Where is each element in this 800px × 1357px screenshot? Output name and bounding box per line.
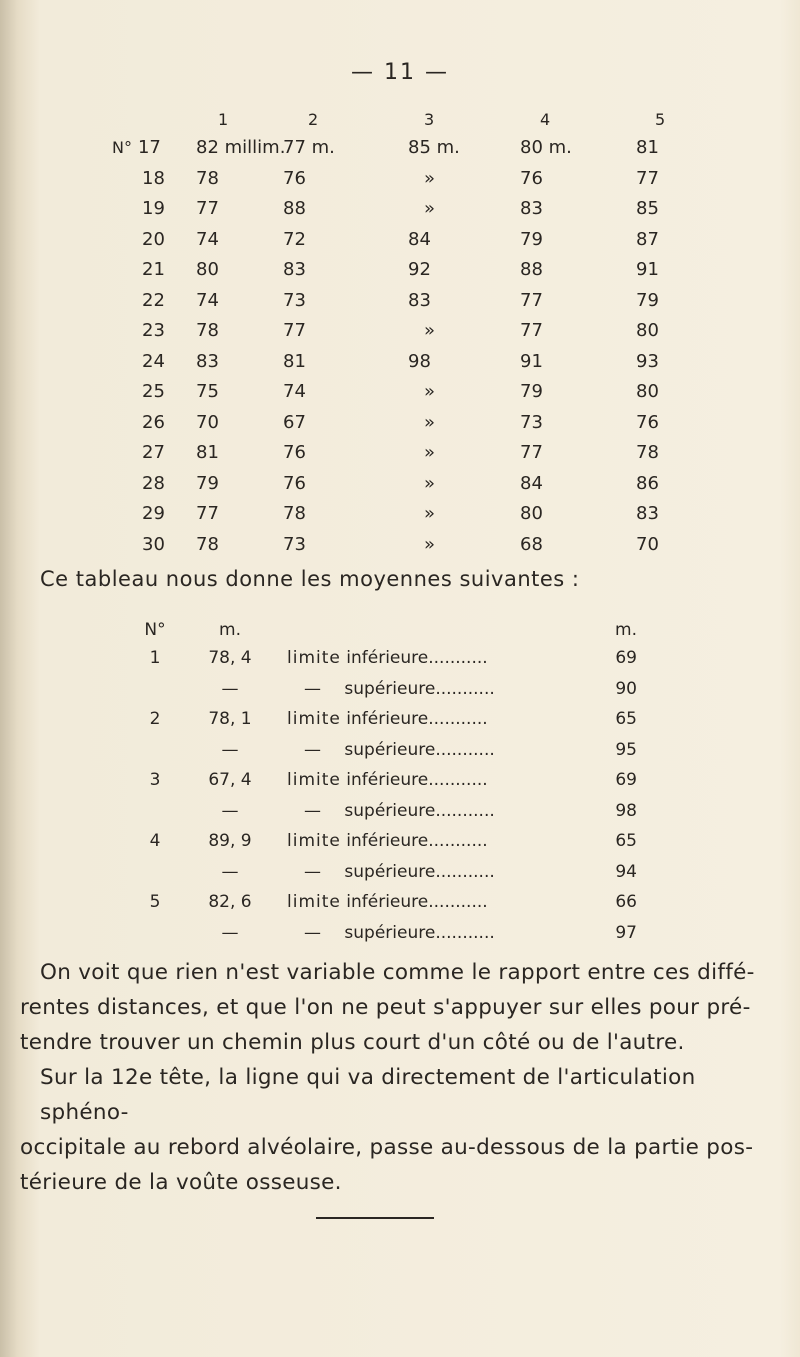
page-number: — 11 —: [351, 60, 449, 85]
table-column-headers: [0, 110, 800, 134]
limit-lead: —: [304, 739, 322, 760]
row-number: [112, 137, 172, 158]
limit-value: 97: [615, 922, 637, 943]
row-number-value: 23: [142, 320, 165, 341]
text-line: térieure de la voûte osseuse.: [20, 1170, 342, 1195]
average-number: 4: [149, 831, 161, 851]
limit-type: supérieure: [344, 678, 436, 699]
table-row: [0, 381, 800, 405]
table-cell-c4: 76: [520, 167, 543, 189]
average-row: [0, 862, 800, 890]
average-value: 78, 4: [208, 648, 252, 668]
table-cell-c4: 84: [520, 472, 543, 494]
table-cell-c5: 77: [636, 167, 659, 189]
table-cell-c4: 88: [520, 259, 543, 280]
table-cell-c2: 73: [283, 289, 306, 311]
table-cell-c4: 77: [520, 442, 543, 463]
table-cell-c4: 77: [520, 320, 543, 341]
table-cell-c5: 78: [636, 442, 659, 463]
limit-type: inférieure: [346, 892, 429, 912]
row-number-value: 20: [142, 228, 165, 250]
row-number: [142, 473, 202, 494]
section-divider: [316, 1217, 434, 1219]
average-number: 2: [149, 709, 161, 729]
limit-lead: limite: [287, 709, 341, 729]
row-number: [142, 259, 202, 280]
table-cell-c3: 83: [408, 289, 431, 311]
table-cell-c5: 93: [636, 350, 659, 372]
limit-lead: —: [304, 861, 322, 882]
average-row: [0, 831, 800, 859]
limit-label: [287, 831, 587, 851]
table-cell-c1: 77: [196, 503, 219, 524]
average-number: 3: [149, 770, 161, 790]
table-row: [0, 137, 800, 161]
limit-value: 98: [615, 800, 637, 821]
limit-label: [287, 770, 587, 790]
row-number: [142, 320, 202, 341]
table-row: [0, 168, 800, 192]
leader-dots: ...........: [428, 770, 488, 790]
leader-dots: ...........: [428, 709, 488, 729]
averages-header-unit-right: m.: [615, 620, 637, 640]
table-cell-c4: 79: [520, 228, 543, 250]
limit-value: 95: [615, 739, 637, 760]
average-row: [0, 679, 800, 707]
row-number-value: 29: [142, 503, 165, 524]
limit-type: supérieure: [344, 800, 436, 821]
averages-header-number: N°: [144, 620, 166, 640]
table-cell-c1: 79: [196, 472, 219, 494]
table-cell-c3: »: [424, 320, 436, 341]
row-number: [142, 442, 202, 463]
averages-header: [0, 620, 800, 648]
table-cell-c3: 98: [408, 350, 431, 372]
leader-dots: ...........: [435, 739, 495, 760]
table-cell-c4: 80: [520, 503, 543, 524]
table-cell-c1: 70: [196, 411, 219, 433]
limit-value: 90: [615, 678, 637, 699]
average-value: 78, 1: [208, 709, 252, 729]
row-number: [142, 168, 202, 189]
table-cell-c4: 73: [520, 411, 543, 433]
table-cell-c1: 74: [196, 228, 219, 250]
leader-dots: ...........: [428, 892, 488, 912]
average-row: [0, 892, 800, 920]
row-number-value: 22: [142, 289, 165, 311]
column-header-3: 3: [424, 110, 435, 129]
limit-label: [287, 862, 587, 882]
row-number: [142, 381, 202, 402]
average-value: —: [221, 800, 239, 821]
limit-type: inférieure: [346, 770, 429, 790]
table-cell-c5: 70: [636, 533, 659, 555]
row-prefix: N°: [112, 138, 132, 157]
leader-dots: ...........: [428, 831, 488, 851]
limit-value: 94: [615, 861, 637, 882]
table-cell-c3: »: [424, 503, 436, 524]
limit-type: supérieure: [344, 922, 436, 943]
table-cell-c5: 76: [636, 411, 659, 433]
text-line: tendre trouver un chemin plus court d'un côté ou de l'autre.: [20, 1030, 685, 1055]
text-line: occipitale au rebord alvéolaire, passe au-dessous de la partie pos-: [20, 1135, 754, 1160]
leader-dots: ...........: [435, 678, 495, 699]
average-value: 89, 9: [208, 831, 252, 851]
table-cell-c3: 92: [408, 259, 431, 280]
table-cell-c4: 77: [520, 289, 543, 311]
limit-label: [287, 709, 587, 729]
limit-value: 65: [615, 831, 637, 851]
table-cell-c1: 78: [196, 320, 219, 341]
table-cell-c1: 78: [196, 167, 219, 189]
limit-type: inférieure: [346, 831, 429, 851]
limit-type: supérieure: [344, 861, 436, 882]
text-line: rentes distances, et que l'on ne peut s'appuyer sur elles pour pré-: [20, 995, 751, 1020]
table-cell-c3: »: [424, 381, 436, 402]
table-cell-c3: 85 m.: [408, 137, 460, 158]
row-number: [142, 351, 202, 372]
table-row: [0, 290, 800, 314]
table-row: [0, 503, 800, 527]
limit-lead: —: [304, 678, 322, 699]
limit-type: inférieure: [346, 709, 429, 729]
table-cell-c3: »: [424, 442, 436, 463]
table-cell-c4: 80 m.: [520, 137, 572, 158]
row-number-value: 21: [142, 259, 165, 280]
limit-type: supérieure: [344, 739, 436, 760]
table-row: [0, 412, 800, 436]
table-cell-c4: 83: [520, 198, 543, 219]
table-cell-c2: 72: [283, 228, 306, 250]
limit-lead: —: [304, 922, 322, 943]
row-number: [142, 198, 202, 219]
table-row: [0, 442, 800, 466]
limit-type: inférieure: [346, 648, 429, 668]
limit-value: 65: [615, 709, 637, 729]
table-cell-c3: 84: [408, 228, 431, 250]
table-cell-c5: 81: [636, 137, 659, 158]
table-cell-c2: 88: [283, 198, 306, 219]
limit-label: [287, 648, 587, 668]
average-value: —: [221, 861, 239, 882]
average-value: 82, 6: [208, 892, 252, 912]
limit-label: [287, 923, 587, 943]
column-header-4: 4: [540, 110, 551, 129]
row-number-value: 27: [142, 442, 165, 463]
table-row: [0, 259, 800, 283]
table-cell-c2: 76: [283, 442, 306, 463]
table-row: [0, 320, 800, 344]
table-cell-c2: 78: [283, 503, 306, 524]
limit-lead: limite: [287, 831, 341, 851]
table-cell-c2: 77 m.: [283, 137, 335, 158]
table-cell-c2: 77: [283, 320, 306, 341]
table-cell-c5: 87: [636, 228, 659, 250]
limit-value: 69: [615, 770, 637, 790]
limit-value: 69: [615, 648, 637, 668]
table-row: [0, 198, 800, 222]
row-number: [142, 412, 202, 433]
table-cell-c2: 76: [283, 472, 306, 494]
leader-dots: ...........: [428, 648, 488, 668]
table-cell-c2: 67: [283, 411, 306, 433]
row-number-value: 24: [142, 350, 165, 372]
average-number: 5: [149, 892, 161, 912]
row-number-value: 17: [137, 137, 161, 158]
average-row: [0, 801, 800, 829]
table-cell-c2: 81: [283, 350, 306, 372]
table-row: [0, 229, 800, 253]
average-row: [0, 740, 800, 768]
table-cell-c1: 81: [196, 442, 219, 463]
table-cell-c3: »: [424, 167, 436, 189]
row-number-value: 30: [142, 533, 165, 555]
table-cell-c1: 75: [196, 381, 219, 402]
table-cell-c5: 80: [636, 381, 659, 402]
text-line: Sur la 12e tête, la ligne qui va directement de l'articulation sphéno-: [40, 1065, 696, 1125]
limit-label: [287, 892, 587, 912]
averages-header-unit: m.: [219, 620, 241, 640]
row-number-value: 26: [142, 411, 165, 433]
table-cell-c1: 78: [196, 533, 219, 555]
table-cell-c5: 80: [636, 320, 659, 341]
table-cell-c2: 76: [283, 167, 306, 189]
row-number: [142, 534, 202, 555]
table-row: [0, 534, 800, 558]
row-number: [142, 229, 202, 250]
column-header-5: 5: [655, 110, 666, 129]
average-row: [0, 709, 800, 737]
table-cell-c3: »: [424, 472, 436, 494]
table-cell-c3: »: [424, 533, 436, 555]
table-cell-c3: »: [424, 411, 436, 433]
table-cell-c2: 73: [283, 533, 306, 555]
table-cell-c5: 79: [636, 289, 659, 311]
average-row: [0, 923, 800, 951]
table-cell-c2: 83: [283, 259, 306, 280]
leader-dots: ...........: [435, 922, 495, 943]
leader-dots: ...........: [435, 800, 495, 821]
leader-dots: ...........: [435, 861, 495, 882]
table-cell-c4: 91: [520, 350, 543, 372]
average-value: —: [221, 678, 239, 699]
body-text: [20, 955, 790, 1200]
table-cell-c2: 74: [283, 381, 306, 402]
table-cell-c4: 68: [520, 533, 543, 555]
limit-label: [287, 740, 587, 760]
row-number-value: 25: [142, 381, 165, 402]
average-row: [0, 648, 800, 676]
table-cell-c5: 85: [636, 198, 659, 219]
average-row: [0, 770, 800, 798]
summary-intro: Ce tableau nous donne les moyennes suivantes :: [40, 567, 580, 591]
table-row: [0, 473, 800, 497]
text-line: On voit que rien n'est variable comme le rapport entre ces diffé-: [40, 960, 755, 985]
row-number: [142, 503, 202, 524]
row-number-value: 18: [142, 167, 165, 189]
table-cell-c5: 86: [636, 472, 659, 494]
table-cell-c1: 82 millim.: [196, 137, 286, 158]
table-cell-c1: 80: [196, 259, 219, 280]
limit-value: 66: [615, 892, 637, 912]
average-value: 67, 4: [208, 770, 252, 790]
table-cell-c1: 83: [196, 350, 219, 372]
limit-lead: limite: [287, 648, 341, 668]
limit-lead: limite: [287, 892, 341, 912]
table-row: [0, 351, 800, 375]
table-cell-c4: 79: [520, 381, 543, 402]
limit-lead: limite: [287, 770, 341, 790]
row-number: [142, 290, 202, 311]
table-cell-c5: 83: [636, 503, 659, 524]
table-cell-c3: »: [424, 198, 436, 219]
column-header-2: 2: [308, 110, 319, 129]
table-cell-c1: 74: [196, 289, 219, 311]
limit-label: [287, 801, 587, 821]
average-value: —: [221, 922, 239, 943]
column-header-1: 1: [218, 110, 229, 129]
row-number-value: 19: [142, 198, 165, 219]
average-value: —: [221, 739, 239, 760]
table-cell-c5: 91: [636, 259, 659, 280]
row-number-value: 28: [142, 472, 165, 494]
limit-label: [287, 679, 587, 699]
limit-lead: —: [304, 800, 322, 821]
average-number: 1: [149, 648, 161, 668]
table-cell-c1: 77: [196, 198, 219, 219]
